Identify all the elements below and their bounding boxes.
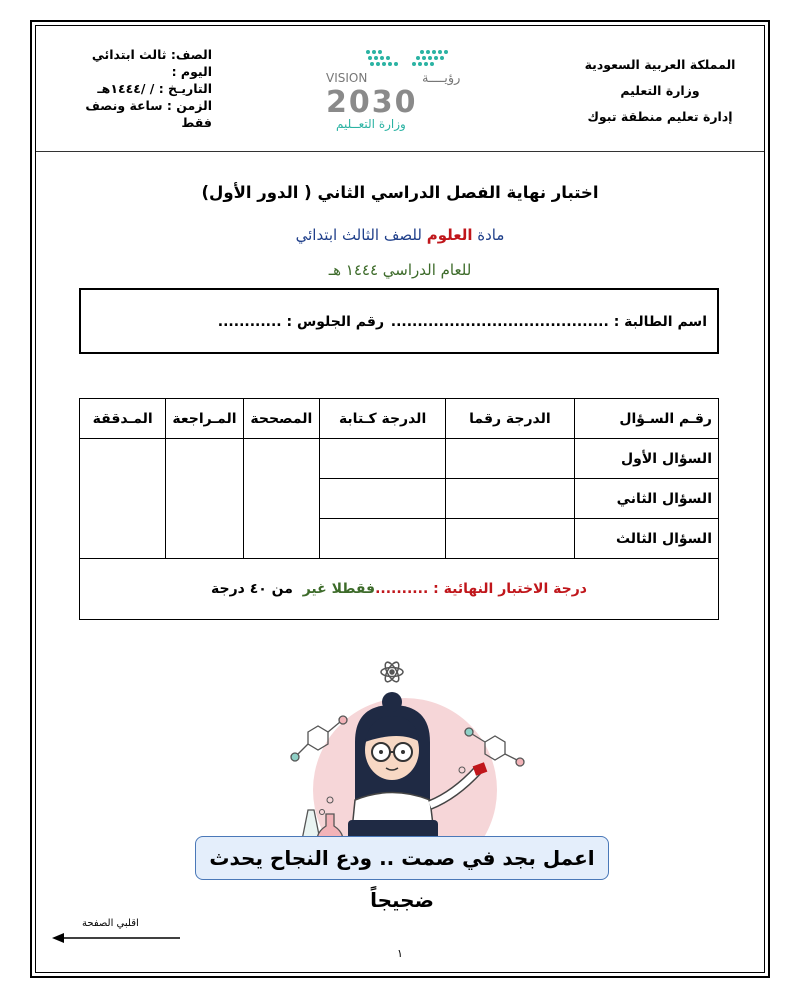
table-header-row: [80, 399, 719, 439]
page-number: ١: [397, 947, 403, 960]
header-grade-digits: الدرجة رقما: [446, 399, 574, 439]
grade-digits-cell[interactable]: [446, 439, 574, 479]
country-name: المملكة العربية السعودية: [584, 57, 736, 72]
grade-words-cell[interactable]: [319, 519, 445, 559]
total-out-of: من ٤٠ درجة: [211, 581, 293, 597]
total-grade-cell[interactable]: [80, 559, 719, 620]
motto-banner: اعمل بجد في صمت .. ودع النجاح يحدث ضجيجاً: [195, 836, 609, 880]
logo-vision-text: VISION: [326, 71, 368, 85]
subject-line: [0, 226, 800, 244]
academic-year: للعام الدراسي ١٤٤٤ هـ: [328, 261, 472, 279]
header-grade-words: الدرجة كـتابة: [319, 399, 445, 439]
header-reviewer: المـراجعة: [166, 399, 243, 439]
seat-number-field[interactable]: رقم الجلوس : ............: [217, 314, 384, 330]
question-label: السؤال الثاني: [574, 479, 718, 519]
vision-2030-logo: [322, 46, 472, 132]
header-right: [560, 52, 760, 130]
subject-suffix: للصف الثالث ابتدائي: [295, 226, 422, 244]
student-name-field[interactable]: اسم الطالبة : .........................................: [390, 314, 707, 330]
header-corrector: المصححة: [243, 399, 319, 439]
grade-digits-cell[interactable]: [446, 519, 574, 559]
student-info-box: [79, 288, 719, 354]
total-label: درجة الاختبار النهائية : ..........: [375, 581, 587, 597]
reviewer-cell[interactable]: [166, 439, 243, 559]
subject-prefix: مادة: [477, 226, 505, 244]
total-words: فقطلا غير: [302, 581, 376, 597]
table-row: [80, 439, 719, 479]
grade-line: الصف: ثالث ابتدائي: [91, 47, 212, 62]
header-divider: [36, 151, 764, 152]
logo-dots-icon: [366, 50, 448, 66]
question-label: السؤال الثالث: [574, 519, 718, 559]
grade-words-cell[interactable]: [319, 439, 445, 479]
auditor-cell[interactable]: [80, 439, 166, 559]
grade-digits-cell[interactable]: [446, 479, 574, 519]
time-line: الزمن : ساعة ونصف فقط: [85, 98, 212, 130]
subject-name: العلوم: [426, 226, 473, 244]
header-auditor: المـدققة: [80, 399, 166, 439]
flip-page-hint[interactable]: [52, 916, 182, 946]
atom-icon: [381, 660, 403, 684]
total-row: [80, 559, 719, 620]
ministry-name: وزارة التعليم: [620, 83, 700, 98]
grades-table: [79, 398, 719, 620]
logo-ministry-text: وزارة التعــليم: [336, 117, 406, 131]
date-line: التاريـخ : / /١٤٤٤هـ: [97, 81, 212, 96]
region-office: إدارة تعليم منطقة تبوك: [587, 109, 733, 124]
logo-year-text: 2030: [326, 85, 418, 120]
flip-page-label: اقلبي الصفحة: [82, 918, 139, 929]
logo-ruya-text: رؤيــــة: [422, 71, 461, 86]
grade-words-cell[interactable]: [319, 479, 445, 519]
corrector-cell[interactable]: [243, 439, 319, 559]
header-question-number: رقـم السـؤال: [574, 399, 718, 439]
header-left: [52, 46, 212, 131]
question-label: السؤال الأول: [574, 439, 718, 479]
arrow-left-icon: [52, 932, 182, 944]
day-line: اليوم :: [171, 64, 212, 79]
exam-title: اختبار نهاية الفصل الدراسي الثاني ( الدور الأول): [201, 183, 599, 202]
